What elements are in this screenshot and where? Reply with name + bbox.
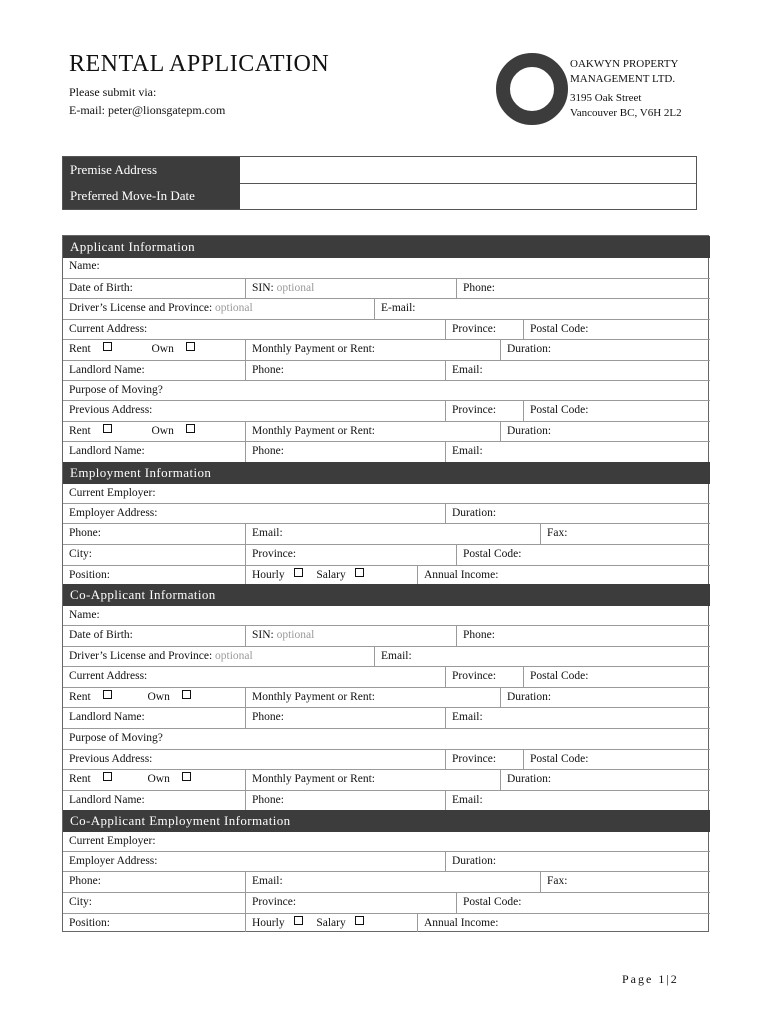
phone-field[interactable] bbox=[456, 279, 710, 298]
landlord-phone-field[interactable] bbox=[245, 361, 445, 380]
co-license-row bbox=[63, 646, 710, 666]
sin-label: SIN: bbox=[252, 282, 274, 294]
prev-landlord-email-label: Email: bbox=[452, 445, 483, 457]
co-employer-email-field[interactable] bbox=[245, 872, 540, 892]
co-pay-type-cell bbox=[245, 914, 417, 932]
employer-fax-label: Fax: bbox=[547, 527, 568, 539]
prev-rent-label: Rent bbox=[69, 425, 91, 437]
dob-field[interactable] bbox=[63, 279, 245, 298]
monthly-payment-field[interactable] bbox=[245, 340, 500, 360]
co-hourly-checkbox[interactable] bbox=[294, 916, 303, 925]
premise-address-row bbox=[63, 157, 696, 184]
co-employer-city-row bbox=[63, 892, 710, 913]
co-employer-address-label: Employer Address: bbox=[69, 855, 158, 867]
co-landlord-email-label: Email: bbox=[452, 711, 483, 723]
movein-date-field[interactable] bbox=[240, 183, 696, 209]
co-prev-landlord-name-label: Landlord Name: bbox=[69, 794, 145, 806]
co-employer-postal-label: Postal Code: bbox=[463, 896, 522, 908]
co-duration-field[interactable] bbox=[500, 688, 710, 707]
co-prev-landlord-email-label: Email: bbox=[452, 794, 483, 806]
position-label: Position: bbox=[69, 569, 110, 581]
employer-province-label: Province: bbox=[252, 548, 297, 560]
co-own-checkbox[interactable] bbox=[182, 690, 191, 699]
co-phone-label: Phone: bbox=[463, 629, 495, 641]
co-employer-address-row bbox=[63, 851, 710, 871]
co-monthly-payment-label: Monthly Payment or Rent: bbox=[252, 691, 375, 703]
prev-landlord-name-label: Landlord Name: bbox=[69, 445, 145, 457]
co-postal-code-field[interactable] bbox=[523, 667, 710, 687]
purpose-label: Purpose of Moving? bbox=[69, 384, 163, 396]
submit-email: E-mail: peter@lionsgatepm.com bbox=[69, 103, 226, 117]
rent-label: Rent bbox=[69, 343, 91, 355]
employer-address-field[interactable] bbox=[63, 504, 445, 523]
co-province-field[interactable] bbox=[445, 667, 523, 687]
employer-email-field[interactable] bbox=[245, 524, 540, 544]
co-landlord-row bbox=[63, 707, 710, 728]
prev-province-field[interactable] bbox=[445, 401, 523, 421]
company-street: 3195 Oak Street bbox=[570, 92, 642, 104]
employer-city-row bbox=[63, 544, 710, 565]
co-employer-fax-field[interactable] bbox=[540, 872, 710, 892]
premise-address-field[interactable] bbox=[240, 157, 696, 183]
co-landlord-name-label: Landlord Name: bbox=[69, 711, 145, 723]
annual-income-field[interactable] bbox=[417, 566, 710, 585]
prev-postal-code-field[interactable] bbox=[523, 401, 710, 421]
dob-label: Date of Birth: bbox=[69, 282, 133, 294]
rent-own-row bbox=[63, 339, 710, 360]
co-employment-duration-label: Duration: bbox=[452, 855, 497, 867]
co-postal-code-label: Postal Code: bbox=[530, 670, 589, 682]
employer-postal-field[interactable] bbox=[456, 545, 710, 565]
co-name-row[interactable] bbox=[63, 606, 710, 625]
own-label: Own bbox=[151, 343, 174, 355]
co-employer-postal-field[interactable] bbox=[456, 893, 710, 913]
applicant-dob-row bbox=[63, 278, 710, 298]
prev-landlord-name-field[interactable] bbox=[63, 442, 245, 462]
co-employer-contact-row bbox=[63, 871, 710, 892]
employer-postal-label: Postal Code: bbox=[463, 548, 522, 560]
co-employment-duration-field[interactable] bbox=[445, 852, 710, 871]
co-employer-phone-field[interactable] bbox=[63, 872, 245, 892]
co-drivers-license-field[interactable] bbox=[63, 647, 374, 666]
section-applicant: Applicant Information bbox=[63, 236, 710, 258]
co-sin-optional: optional bbox=[276, 629, 315, 641]
premise-address-label: Premise Address bbox=[63, 157, 240, 183]
co-prev-own-label: Own bbox=[147, 773, 170, 785]
co-prev-rent-own-cell bbox=[63, 770, 245, 790]
section-coapplicant-employment: Co-Applicant Employment Information bbox=[63, 810, 710, 832]
employer-province-field[interactable] bbox=[245, 545, 456, 565]
salary-label: Salary bbox=[316, 569, 346, 581]
co-current-address-label: Current Address: bbox=[69, 670, 148, 682]
duration-field[interactable] bbox=[500, 340, 710, 360]
landlord-email-field[interactable] bbox=[445, 361, 710, 380]
co-purpose-row[interactable] bbox=[63, 728, 710, 749]
prev-landlord-email-field[interactable] bbox=[445, 442, 710, 462]
hourly-checkbox[interactable] bbox=[294, 568, 303, 577]
prev-duration-label: Duration: bbox=[507, 425, 552, 437]
email-field[interactable] bbox=[374, 299, 710, 319]
employment-duration-label: Duration: bbox=[452, 507, 497, 519]
co-rent-checkbox[interactable] bbox=[103, 690, 112, 699]
applicant-license-row bbox=[63, 298, 710, 319]
landlord-row bbox=[63, 360, 710, 380]
co-landlord-phone-field[interactable] bbox=[245, 708, 445, 728]
email-label: E-mail: bbox=[381, 302, 416, 314]
co-prev-landlord-phone-field[interactable] bbox=[245, 791, 445, 810]
co-prev-landlord-phone-label: Phone: bbox=[252, 794, 284, 806]
employment-duration-field[interactable] bbox=[445, 504, 710, 523]
co-prev-duration-field[interactable] bbox=[500, 770, 710, 790]
co-own-label: Own bbox=[147, 691, 170, 703]
co-previous-address-label: Previous Address: bbox=[69, 753, 153, 765]
co-annual-income-field[interactable] bbox=[417, 914, 710, 932]
prev-monthly-payment-field[interactable] bbox=[245, 422, 500, 441]
employer-address-label: Employer Address: bbox=[69, 507, 158, 519]
co-employer-fax-label: Fax: bbox=[547, 875, 568, 887]
co-dob-field[interactable] bbox=[63, 626, 245, 646]
landlord-phone-label: Phone: bbox=[252, 364, 284, 376]
co-position-field[interactable] bbox=[63, 914, 245, 932]
name-label: Name: bbox=[69, 260, 100, 272]
position-row bbox=[63, 565, 710, 585]
co-employer-province-field[interactable] bbox=[245, 893, 456, 913]
co-name-label: Name: bbox=[69, 609, 100, 621]
co-employer-row[interactable] bbox=[63, 832, 710, 851]
co-current-address-field[interactable] bbox=[63, 667, 445, 687]
submit-instructions: Please submit via: bbox=[69, 85, 157, 99]
salary-checkbox[interactable] bbox=[355, 568, 364, 577]
employer-address-row bbox=[63, 503, 710, 523]
company-address bbox=[570, 57, 682, 121]
co-annual-income-label: Annual Income: bbox=[424, 917, 499, 929]
prev-postal-code-label: Postal Code: bbox=[530, 404, 589, 416]
purpose-row[interactable] bbox=[63, 380, 710, 400]
sin-optional: optional bbox=[276, 282, 315, 294]
co-rent-label: Rent bbox=[69, 691, 91, 703]
prev-province-label: Province: bbox=[452, 404, 497, 416]
postal-code-label: Postal Code: bbox=[530, 323, 589, 335]
co-dob-label: Date of Birth: bbox=[69, 629, 133, 641]
prev-duration-field[interactable] bbox=[500, 422, 710, 441]
province-label: Province: bbox=[452, 323, 497, 335]
co-previous-address-field[interactable] bbox=[63, 750, 445, 769]
duration-label: Duration: bbox=[507, 343, 552, 355]
co-prev-rent-own-row bbox=[63, 769, 710, 790]
employer-contact-row bbox=[63, 523, 710, 544]
hourly-label: Hourly bbox=[252, 569, 285, 581]
co-salary-checkbox[interactable] bbox=[355, 916, 364, 925]
pay-type-cell bbox=[245, 566, 417, 585]
province-field[interactable] bbox=[445, 320, 523, 339]
co-employer-phone-label: Phone: bbox=[69, 875, 101, 887]
current-employer-label: Current Employer: bbox=[69, 487, 156, 499]
co-purpose-label: Purpose of Moving? bbox=[69, 732, 163, 744]
co-employer-city-label: City: bbox=[69, 896, 93, 908]
employer-fax-field[interactable] bbox=[540, 524, 710, 544]
current-address-field[interactable] bbox=[63, 320, 445, 339]
co-prev-landlord-row bbox=[63, 790, 710, 810]
co-drivers-optional: optional bbox=[215, 650, 253, 662]
co-drivers-license-label: Driver’s License and Province: bbox=[69, 650, 213, 662]
co-prev-postal-code-label: Postal Code: bbox=[530, 753, 589, 765]
page-title: RENTAL APPLICATION bbox=[69, 51, 330, 77]
co-salary-label: Salary bbox=[316, 917, 346, 929]
co-prev-rent-checkbox[interactable] bbox=[103, 772, 112, 781]
drivers-optional: optional bbox=[215, 302, 253, 314]
employer-phone-field[interactable] bbox=[63, 524, 245, 544]
monthly-payment-label: Monthly Payment or Rent: bbox=[252, 343, 375, 355]
co-previous-address-row bbox=[63, 749, 710, 769]
prev-landlord-row bbox=[63, 441, 710, 462]
rent-checkbox[interactable] bbox=[103, 342, 112, 351]
movein-date-row bbox=[63, 183, 696, 209]
co-position-label: Position: bbox=[69, 917, 110, 929]
previous-address-field[interactable] bbox=[63, 401, 445, 421]
co-phone-field[interactable] bbox=[456, 626, 710, 646]
co-prev-own-checkbox[interactable] bbox=[182, 772, 191, 781]
prev-rent-checkbox[interactable] bbox=[103, 424, 112, 433]
co-email-label: Email: bbox=[381, 650, 412, 662]
co-landlord-phone-label: Phone: bbox=[252, 711, 284, 723]
previous-address-row bbox=[63, 400, 710, 421]
co-sin-field[interactable] bbox=[245, 626, 456, 646]
co-monthly-payment-field[interactable] bbox=[245, 688, 500, 707]
co-current-employer-label: Current Employer: bbox=[69, 835, 156, 847]
drivers-license-label: Driver’s License and Province: bbox=[69, 302, 213, 314]
co-email-field[interactable] bbox=[374, 647, 710, 666]
co-prev-rent-label: Rent bbox=[69, 773, 91, 785]
landlord-email-label: Email: bbox=[452, 364, 483, 376]
applicant-name-row[interactable] bbox=[63, 257, 710, 278]
co-duration-label: Duration: bbox=[507, 691, 552, 703]
co-prev-landlord-name-field[interactable] bbox=[63, 791, 245, 810]
rent-own-cell bbox=[63, 340, 245, 360]
co-prev-province-label: Province: bbox=[452, 753, 497, 765]
company-logo-ring bbox=[494, 51, 570, 127]
phone-label: Phone: bbox=[463, 282, 495, 294]
co-dob-row bbox=[63, 625, 710, 646]
prev-own-checkbox[interactable] bbox=[186, 424, 195, 433]
current-address-row bbox=[63, 319, 710, 339]
co-current-address-row bbox=[63, 666, 710, 687]
employer-city-field[interactable] bbox=[63, 545, 245, 565]
prev-landlord-phone-label: Phone: bbox=[252, 445, 284, 457]
position-field[interactable] bbox=[63, 566, 245, 585]
current-address-label: Current Address: bbox=[69, 323, 148, 335]
co-prev-monthly-payment-field[interactable] bbox=[245, 770, 500, 790]
prev-own-label: Own bbox=[151, 425, 174, 437]
co-prev-duration-label: Duration: bbox=[507, 773, 552, 785]
employer-email-label: Email: bbox=[252, 527, 283, 539]
annual-income-label: Annual Income: bbox=[424, 569, 499, 581]
employer-row[interactable] bbox=[63, 484, 710, 503]
co-prev-province-field[interactable] bbox=[445, 750, 523, 769]
co-prev-postal-code-field[interactable] bbox=[523, 750, 710, 769]
postal-code-field[interactable] bbox=[523, 320, 710, 339]
co-rent-own-row bbox=[63, 687, 710, 707]
prev-rent-own-cell bbox=[63, 422, 245, 441]
premise-box bbox=[62, 156, 697, 210]
own-checkbox[interactable] bbox=[186, 342, 195, 351]
co-employer-email-label: Email: bbox=[252, 875, 283, 887]
landlord-name-label: Landlord Name: bbox=[69, 364, 145, 376]
co-prev-landlord-email-field[interactable] bbox=[445, 791, 710, 810]
prev-monthly-payment-label: Monthly Payment or Rent: bbox=[252, 425, 375, 437]
prev-rent-own-row bbox=[63, 421, 710, 441]
co-employer-address-field[interactable] bbox=[63, 852, 445, 871]
co-hourly-label: Hourly bbox=[252, 917, 285, 929]
employer-phone-label: Phone: bbox=[69, 527, 101, 539]
employer-city-label: City: bbox=[69, 548, 93, 560]
co-landlord-email-field[interactable] bbox=[445, 708, 710, 728]
previous-address-label: Previous Address: bbox=[69, 404, 153, 416]
co-landlord-name-field[interactable] bbox=[63, 708, 245, 728]
prev-landlord-phone-field[interactable] bbox=[245, 442, 445, 462]
landlord-name-field[interactable] bbox=[63, 361, 245, 380]
sin-field[interactable] bbox=[245, 279, 456, 298]
section-employment: Employment Information bbox=[63, 462, 710, 484]
application-form bbox=[62, 235, 709, 932]
co-employer-city-field[interactable] bbox=[63, 893, 245, 913]
page-number: Page 1|2 bbox=[622, 972, 679, 986]
company-name-line-1: OAKWYN PROPERTY bbox=[570, 58, 679, 70]
co-position-row bbox=[63, 913, 710, 932]
co-prev-monthly-payment-label: Monthly Payment or Rent: bbox=[252, 773, 375, 785]
co-sin-label: SIN: bbox=[252, 629, 274, 641]
section-coapplicant: Co-Applicant Information bbox=[63, 584, 710, 606]
company-name-line-2: MANAGEMENT LTD. bbox=[570, 73, 676, 85]
co-rent-own-cell bbox=[63, 688, 245, 707]
movein-date-label: Preferred Move-In Date bbox=[63, 183, 240, 209]
drivers-license-field[interactable] bbox=[63, 299, 374, 319]
co-province-label: Province: bbox=[452, 670, 497, 682]
company-city: Vancouver BC, V6H 2L2 bbox=[570, 107, 682, 119]
co-employer-province-label: Province: bbox=[252, 896, 297, 908]
